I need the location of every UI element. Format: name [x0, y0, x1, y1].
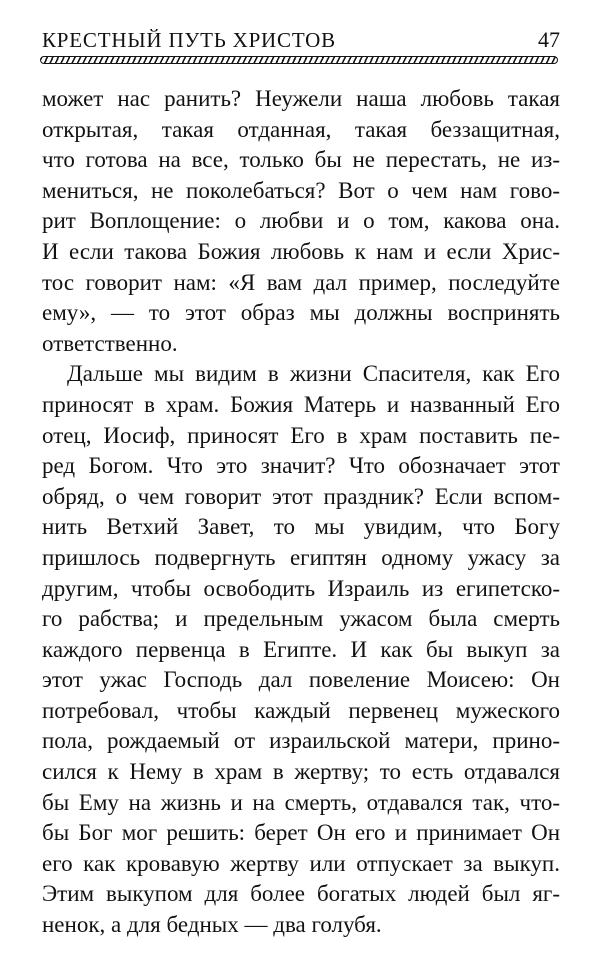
text-line: обряд, о чем говорит этот праздник? Если вспом- — [42, 483, 560, 509]
text-line: может нас ранить? Неужели наша любовь такая — [42, 86, 560, 111]
text-line: потребовал, чтобы каждый первенец мужеского — [42, 697, 560, 723]
text-line: ответственно. — [42, 330, 178, 356]
text-line: нить Ветхий Завет, то мы увидим, что Богу — [42, 514, 560, 540]
text-line: его как кровавую жертву или отпускает за выкуп. — [42, 850, 560, 876]
running-head-title: КРЕСТНЫЙ ПУТЬ ХРИСТОВ — [42, 28, 336, 52]
text-line: ред Богом. Что это значит? Что обозначает этот — [42, 453, 560, 479]
text-line: каждого первенца в Египте. И как бы выкуп за — [42, 636, 560, 662]
text-line: сился к Нему в храм в жертву; то есть отдавался — [42, 759, 560, 785]
text-line: Дальше мы видим в жизни Спасителя, как Его — [67, 361, 560, 387]
text-line: И если такова Божия любовь к нам и если Хрис- — [42, 238, 560, 264]
body-text — [42, 84, 560, 941]
page-number: 47 — [538, 27, 560, 52]
text-line: приносят в храм. Божия Матерь и названный Его — [42, 391, 560, 417]
text-line: пола, рождаемый от израильской матери, прино- — [42, 728, 560, 754]
text-line: открытая, такая отданная, такая беззащитная, — [42, 116, 560, 142]
running-head — [42, 27, 560, 53]
text-line: ненок, а для бедных — два голубя. — [42, 912, 382, 938]
text-line: го рабства; и предельным ужасом была смерть — [42, 606, 560, 632]
text-line: ему», — то этот образ мы должны воспринять — [42, 300, 560, 326]
text-line: отец, Иосиф, приносят Его в храм поставить пе- — [42, 422, 560, 448]
text-line: тос говорит нам: «Я вам дал пример, последуйте — [42, 269, 560, 295]
text-line: бы Ему на жизнь и на смерть, отдавался так, что- — [42, 789, 560, 815]
text-line: бы Бог мог решить: берет Он его и принимает Он — [42, 820, 560, 846]
text-line: пришлось подвергнуть египтян одному ужасу за — [42, 544, 560, 570]
text-line: другим, чтобы освободить Израиль из египетско- — [42, 575, 560, 601]
rope-divider — [40, 56, 558, 64]
text-line: мениться, не поколебаться? Вот о чем нам гово- — [42, 177, 560, 203]
text-line: Этим выкупом для более богатых людей был яг- — [42, 881, 560, 907]
text-line: рит Воплощение: о любви и о том, какова она. — [42, 208, 560, 234]
text-line: что готова на все, только бы не перестать, не из- — [42, 147, 560, 173]
text-line: этот ужас Господь дал повеление Моисею: Он — [42, 667, 560, 693]
